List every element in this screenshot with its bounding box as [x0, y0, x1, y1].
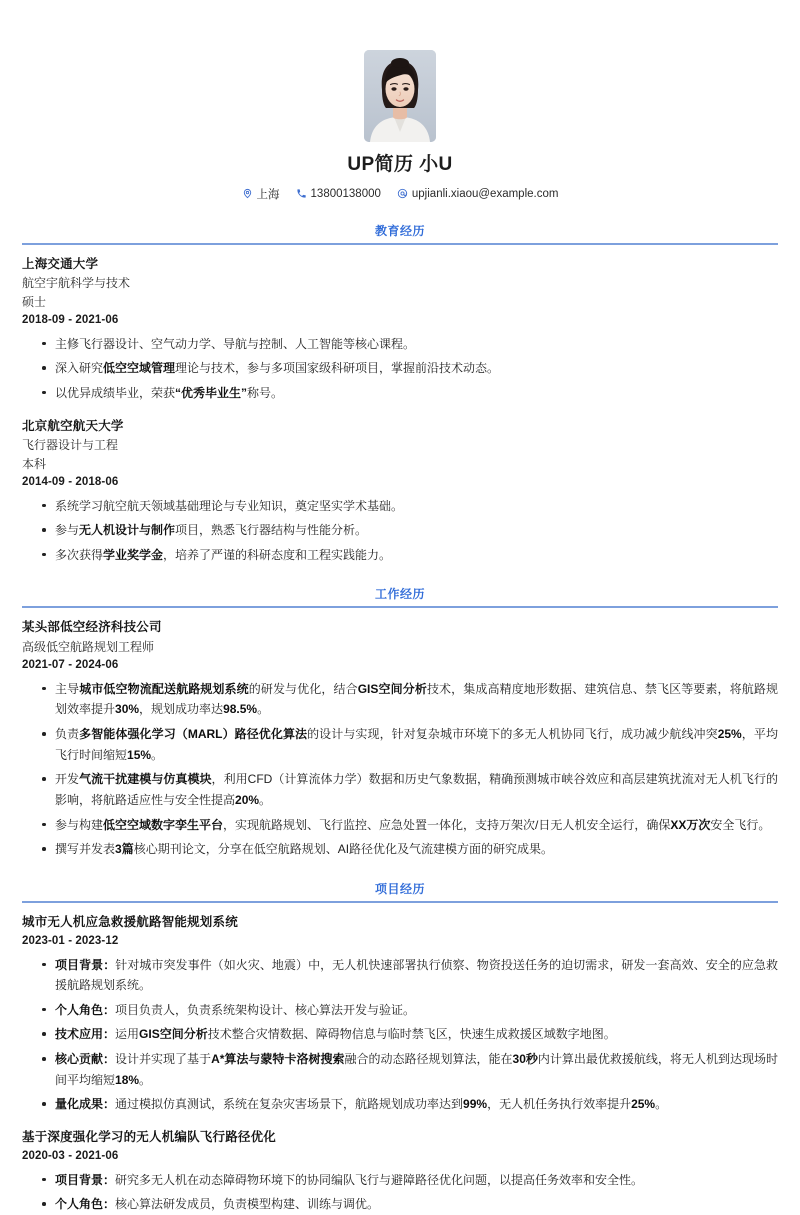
profile-header [22, 0, 778, 202]
bullet-item: 个人角色：项目负责人，负责系统架构设计、核心算法开发与验证。 [22, 1000, 778, 1021]
resume-section [22, 222, 778, 566]
bullet-item: 核心贡献：设计并实现了基于A*算法与蒙特卡洛树搜索融合的动态路径规划算法，能在30秒内计算出最优救援航线，将无人机到达现场时间平均缩短18%。 [22, 1049, 778, 1090]
bullet-item: 撰写并发表3篇核心期刊论文，分享在低空航路规划、AI路径优化及气流建模方面的研究成果。 [22, 839, 778, 860]
resume-entry [22, 255, 778, 404]
section-title: 教育经历 [374, 223, 425, 238]
entry-date-range: 2023-01 - 2023-12 [22, 935, 119, 948]
section-divider [22, 243, 778, 245]
bullet-item: 负责多智能体强化学习（MARL）路径优化算法的设计与实现，针对复杂城市环境下的多无人机协同飞行，成功减少航线冲突25%，平均飞行时间缩短15%。 [22, 724, 778, 765]
resume-entry [22, 618, 778, 859]
entry-subtitle: 飞行器设计与工程 [22, 437, 119, 452]
contact-phone [296, 188, 381, 200]
location-pin-icon [242, 188, 253, 199]
resume-section [22, 585, 778, 859]
bullet-item: 深入研究低空空域管理理论与技术，参与多项国家级科研项目，掌握前沿技术动态。 [22, 358, 778, 379]
entry-subtitle: 高级低空航路规划工程师 [22, 639, 155, 654]
bullet-item: 多次获得学业奖学金，培养了严谨的科研态度和工程实践能力。 [22, 545, 778, 566]
bullet-item: 个人角色：核心算法研发成员，负责模型构建、训练与调优。 [22, 1194, 778, 1215]
entry-title: 上海交通大学 [22, 256, 99, 271]
entry-title: 城市无人机应急救援航路智能规划系统 [22, 914, 238, 929]
bullet-item: 开发气流干扰建模与仿真模块，利用CFD（计算流体力学）数据和历史气象数据，精确预测城市峡谷效应和高层建筑扰流对无人机飞行的影响，将航路适应性与安全性提高20%。 [22, 769, 778, 810]
entry-bullet-list [22, 334, 778, 404]
section-title: 项目经历 [374, 881, 425, 896]
bullet-item: 以优异成绩毕业，荣获“优秀毕业生”称号。 [22, 383, 778, 404]
phone-icon [296, 188, 307, 199]
resume-section [22, 880, 778, 1215]
resume-entry [22, 417, 778, 566]
bullet-item: 系统学习航空航天领域基础理论与专业知识，奠定坚实学术基础。 [22, 496, 778, 517]
bullet-item: 参与构建低空空域数字孪生平台，实现航路规划、飞行监控、应急处置一体化，支持万架次/日无人机安全运行，确保XX万次安全飞行。 [22, 815, 778, 836]
contact-email-text: upjianli.xiaou@example.com [411, 187, 559, 200]
entry-date-range: 2014-09 - 2018-06 [22, 476, 119, 489]
contact-location-text: 上海 [256, 188, 280, 201]
contact-email [397, 188, 559, 200]
section-divider [22, 901, 778, 903]
entry-title: 基于深度强化学习的无人机编队飞行路径优化 [22, 1129, 277, 1144]
entry-subtitle: 航空宇航科学与技术 [22, 276, 131, 291]
entry-title: 北京航空航天大学 [22, 418, 124, 433]
entry-bullet-list [22, 955, 778, 1115]
resume-sections [22, 222, 778, 1215]
entry-bullet-list [22, 496, 778, 566]
bullet-item: 参与无人机设计与制作项目，熟悉飞行器结构与性能分析。 [22, 520, 778, 541]
email-at-icon [397, 188, 408, 199]
bullet-item: 主修飞行器设计、空气动力学、导航与控制、人工智能等核心课程。 [22, 334, 778, 355]
entry-degree: 硕士 [22, 294, 47, 309]
resume-entry [22, 913, 778, 1115]
section-title: 工作经历 [374, 587, 425, 602]
bullet-item: 项目背景：研究多无人机在动态障碍物环境下的协同编队飞行与避障路径优化问题，以提高任务效率和安全性。 [22, 1170, 778, 1191]
bullet-item: 量化成果：通过模拟仿真测试，系统在复杂灾害场景下，航路规划成功率达到99%，无人机任务执行效率提升25%。 [22, 1094, 778, 1115]
bullet-item: 技术应用：运用GIS空间分析技术整合灾情数据、障碍物信息与临时禁飞区，快速生成救援区域数字地图。 [22, 1024, 778, 1045]
resume-entry [22, 1128, 778, 1215]
entry-title: 某头部低空经济科技公司 [22, 620, 162, 635]
contact-row [242, 186, 559, 202]
section-divider [22, 606, 778, 608]
contact-location [242, 186, 280, 202]
entry-bullet-list [22, 679, 778, 860]
bullet-item: 主导城市低空物流配送航路规划系统的研发与优化，结合GIS空间分析技术，集成高精度地形数据、建筑信息、禁飞区等要素，将航路规划效率提升30%，规划成功率达98.5%。 [22, 679, 778, 720]
entry-date-range: 2021-07 - 2024-06 [22, 659, 119, 672]
contact-phone-text: 13800138000 [310, 187, 381, 200]
entry-bullet-list [22, 1170, 778, 1215]
profile-photo [364, 50, 436, 142]
entry-date-range: 2020-03 - 2021-06 [22, 1150, 119, 1163]
entry-date-range: 2018-09 - 2021-06 [22, 314, 119, 327]
page-title: UP简历 小U [347, 154, 453, 175]
entry-degree: 本科 [22, 456, 47, 471]
bullet-item: 项目背景：针对城市突发事件（如火灾、地震）中，无人机快速部署执行侦察、物资投送任务的迫切需求，研发一套高效、安全的应急救援航路规划系统。 [22, 955, 778, 996]
